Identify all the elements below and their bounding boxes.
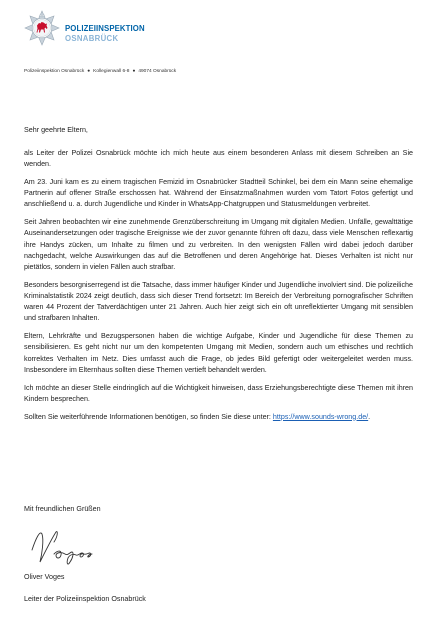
- signer-title: Leiter der Polizeiinspektion Osnabrück: [24, 595, 146, 603]
- paragraph: Seit Jahren beobachten wir eine zunehmende Grenzüberschreitung im Umgang mit digitalen Medien. Unfälle, gewalttätige Auseinandersetzungen oder tragische Ereignisse wie der zuvor genannte führen oft dazu, dass viele Menschen reflexartig ihre Handys zücken, um Inhalte zu filmen und zu verbreiten. In den wenigsten Fällen wird dabei jedoch darüber nachgedacht, welche Auswirkungen das auf die Betroffenen und deren Angehörige hat. Dieses Verhalten ist nicht nur pietätlos, sondern in vielen Fällen auch strafbar.: [24, 218, 413, 272]
- sender-address: [24, 69, 176, 74]
- address-institution: Polizeiinspektion Osnabrück: [24, 69, 85, 74]
- paragraph: Am 23. Juni kam es zu einem tragischen Femizid im Osnabrücker Stadtteil Schinkel, bei dem ein Mann seine ehemalige Partnerin auf offener Straße erschossen hat. Während der Einsatzmaßnahmen wurden vom Tatort Fotos gefertigt und anschließend u. a. durch Jugendliche und Kinder in WhatsApp-Chatgruppen und Statusmeldungen verbreitet.: [24, 178, 413, 209]
- handwritten-signature-icon: [28, 524, 128, 568]
- brand-city: OSNABRÜCK: [65, 33, 119, 43]
- brand-name: POLIZEIINSPEKTION: [65, 24, 145, 33]
- letter-salutation: Sehr geehrte Eltern,: [24, 126, 88, 134]
- institution-brand: [65, 25, 145, 43]
- info-paragraph: [24, 412, 413, 423]
- paragraph: Besonders besorgniserregend ist die Tatsache, dass immer häufiger Kinder und Jugendliche involviert sind. Die polizeiliche Kriminalstatistik 2024 zeigt deutlich, dass sich dieser Trend fortsetzt: Im Bereich der Verbreitung pornografischer Schriften waren 44 Prozent der Tatverdächtigen unter 21 Jahren. Auch hier zeigt sich ein oft unreflektierter Umgang mit sensiblen und strafbaren Inhalten.: [24, 280, 413, 323]
- address-city: 49074 Osnabrück: [138, 69, 177, 74]
- info-link[interactable]: https://www.sounds-wrong.de/: [272, 412, 369, 421]
- paragraph: Ich möchte an dieser Stelle eindringlich auf die Wichtigkeit hinweisen, dass Erziehungsberechtigte diese Themen mit ihren Kindern besprechen.: [24, 383, 413, 403]
- info-text: Sollten Sie weiterführende Informationen benötigen, so finden Sie diese unter:: [24, 412, 273, 421]
- info-suffix: .: [368, 412, 371, 421]
- address-street: Kollegienwall 6-8: [93, 69, 130, 74]
- letter-body: [24, 148, 413, 429]
- bullet-separator: ●: [132, 69, 136, 74]
- paragraph: Eltern, Lehrkräfte und Bezugspersonen haben die wichtige Aufgabe, Kinder und Jugendliche für diese Themen zu sensibilisieren. Es geht nicht nur um den kompetenten Umgang mit Medien, sondern auch um ethisches und rechtlich korrektes Verhalten im Netz. Dies umfasst auch die Frage, ob jedes Bild gefertigt oder weitergeleitet werden muss. Insbesondere im Elternhaus sollten diese Themen vertieft behandelt werden.: [24, 332, 413, 374]
- signer-name: Oliver Voges: [24, 573, 65, 581]
- police-star-logo-icon: [24, 10, 60, 52]
- paragraph: als Leiter der Polizei Osnabrück möchte ich mich heute aus einem besonderen Anlass mit diesem Schreiben an Sie wenden.: [24, 149, 413, 169]
- bullet-separator: ●: [87, 69, 91, 74]
- letter-closing: Mit freundlichen Grüßen: [24, 505, 101, 513]
